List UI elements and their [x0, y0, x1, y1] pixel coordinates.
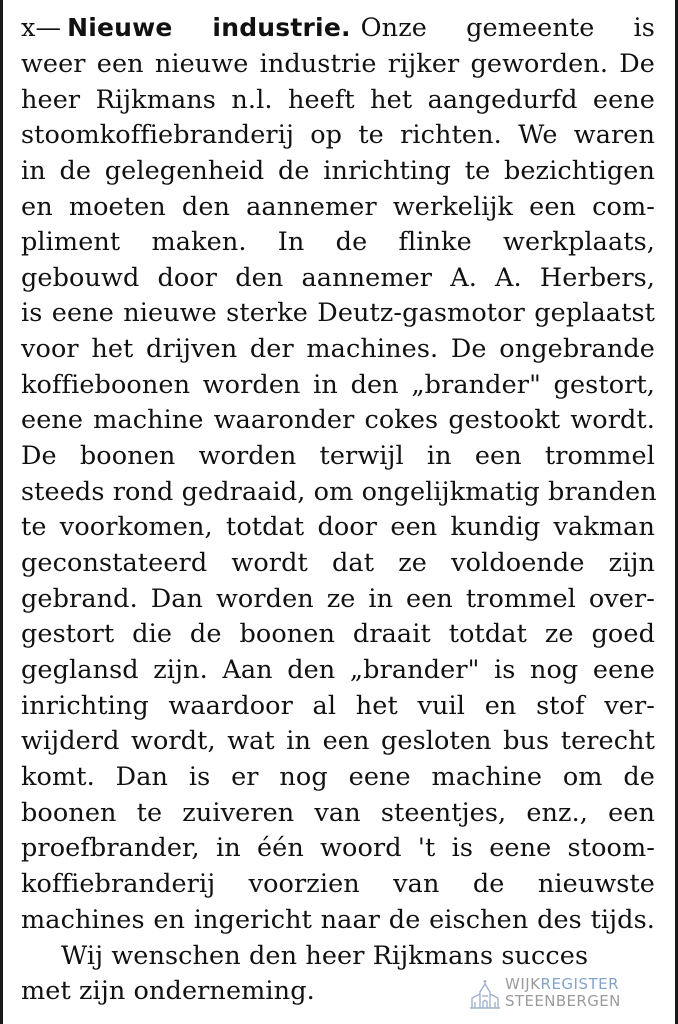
article-line: komt. Dan is er nog eene machine om de	[21, 762, 655, 792]
church-tower-icon	[469, 978, 501, 1010]
headline: Nieuwe industrie.	[67, 13, 351, 42]
article-line: te voorkomen, totdat door een kundig vakman	[21, 512, 655, 542]
article-line: inrichting waardoor al het vuil en stof ver-	[21, 691, 655, 721]
article-line: gebrand. Dan worden ze in een trommel over-	[21, 584, 655, 614]
closing-line: Wij wenschen den heer Rijkmans succes	[61, 941, 589, 971]
watermark-subtitle: STEENBERGEN	[505, 992, 621, 1010]
watermark	[469, 976, 669, 1012]
article-line: machines en ingericht naar de eischen des tijds.	[21, 905, 655, 935]
article-headline-line	[21, 10, 655, 46]
article-line: boonen te zuiveren van steentjes, enz., een	[21, 798, 655, 828]
article-line: voor het drijven der machines. De ongebrande	[21, 334, 655, 364]
article-line: proefbrander, in één woord 't is eene stoom-	[21, 833, 655, 863]
watermark-part2: REGISTER	[540, 975, 620, 993]
article-line: is eene nieuwe sterke Deutz-gasmotor geplaatst	[21, 298, 655, 328]
article-line: gebouwd door den aannemer A. A. Herbers,	[21, 263, 655, 293]
article-line: eene machine waaronder cokes gestookt wordt.	[21, 405, 655, 435]
article-line: steeds rond gedraaid, om ongelijkmatig branden	[21, 477, 657, 507]
headline-marker: x—	[21, 13, 62, 43]
article-line: De boonen worden terwijl in een trommel	[21, 441, 655, 471]
article-line: in de gelegenheid de inrichting te bezichtigen	[21, 156, 655, 186]
article-line: heer Rijkmans n.l. heeft het aangedurfd eene	[21, 85, 655, 115]
article-line: weer een nieuwe industrie rijker geworden. De	[21, 49, 655, 79]
article-line: pliment maken. In de flinke werkplaats,	[21, 227, 655, 257]
article-line: koffiebranderij voorzien van de nieuwste	[21, 869, 655, 899]
article-line: geglansd zijn. Aan den „brander" is nog eene	[21, 655, 655, 685]
article-line: koffieboonen worden in den „brander" gestort,	[21, 370, 655, 400]
watermark-part1: WIJK	[505, 975, 541, 993]
article-line: gestort die de boonen draait totdat ze goed	[21, 619, 655, 649]
article-line: stoomkoffiebranderij op te richten. We waren	[21, 120, 655, 150]
first-line-rest: Onze gemeente is	[360, 13, 655, 43]
article-line: wijderd wordt, wat in een gesloten bus terecht	[21, 726, 655, 756]
closing-line: met zijn onderneming.	[21, 976, 315, 1006]
article-line: en moeten den aannemer werkelijk een com-	[21, 192, 655, 222]
watermark-title	[505, 976, 619, 993]
article-line: geconstateerd wordt dat ze voldoende zijn	[21, 548, 655, 578]
